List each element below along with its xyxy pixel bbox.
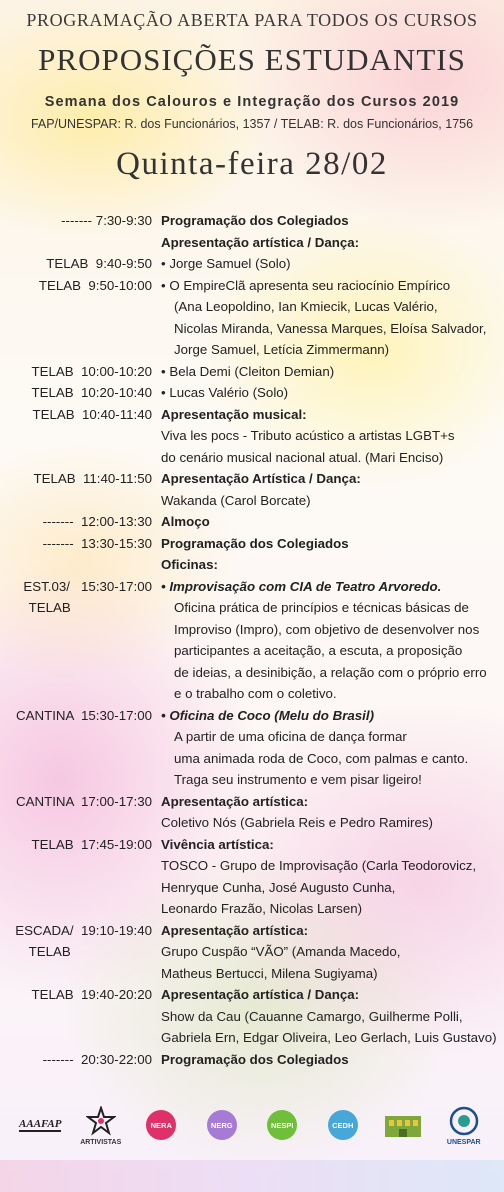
schedule-content <box>161 1049 491 1071</box>
schedule-content <box>161 404 491 469</box>
schedule-location-time: TELAB 9:50-10:00 <box>38 277 152 293</box>
schedule-entry <box>0 361 504 383</box>
schedule-content <box>161 533 491 576</box>
schedule-location-time: ------- 20:30-22:00 <box>42 1051 152 1067</box>
schedule-line: Apresentação musical: <box>161 406 307 422</box>
schedule-line: Show da Cau (Cauanne Camargo, Guilherme Polli, <box>161 1008 463 1024</box>
schedule-line: Vivência artística: <box>161 836 274 852</box>
schedule-line: • Improvisação com CIA de Teatro Arvoredo. <box>161 578 442 594</box>
schedule-entry <box>0 576 504 705</box>
logo-label: ARTIVISTAS <box>80 1138 122 1146</box>
schedule-line: Apresentação artística: <box>161 922 309 938</box>
schedule-line: • Oficina de Coco (Melu do Brasil) <box>161 707 374 723</box>
schedule-location-time: ------- 12:00-13:30 <box>42 514 152 529</box>
schedule-line: Almoço <box>161 514 210 529</box>
cedh-logo <box>315 1109 370 1141</box>
schedule-line: Grupo Cuspão “VÃO” (Amanda Macedo, <box>161 944 401 959</box>
schedule-line: • O EmpireClã apresenta seu raciocínio Empírico <box>161 277 451 293</box>
schedule-location-time: ESCADA/ 19:10-19:40 TELAB <box>15 922 152 959</box>
star-icon <box>86 1106 116 1136</box>
schedule-content <box>161 705 491 791</box>
nespi-logo <box>255 1109 310 1141</box>
schedule-line: • Lucas Valério (Solo) <box>161 385 289 400</box>
schedule-location-time: ------- 13:30-15:30 <box>42 535 152 551</box>
unespar-logo <box>436 1105 491 1146</box>
schedule-line: A partir de uma oficina de dança formar <box>174 729 407 744</box>
schedule-line: Apresentação Artística / Dança: <box>161 471 361 486</box>
schedule-location-time: TELAB 10:40-11:40 <box>32 406 152 422</box>
schedule-location-time: TELAB 10:00-10:20 <box>31 363 152 379</box>
fap-logo <box>376 1109 431 1141</box>
schedule-line: participantes a aceitação, a escuta, a proposição <box>174 643 463 658</box>
logo-label: UNESPAR <box>446 1138 481 1146</box>
schedule-location-time: TELAB 17:45-19:00 <box>31 836 152 852</box>
schedule-content <box>161 920 491 985</box>
schedule-location-time: CANTINA 15:30-17:00 <box>16 707 152 723</box>
schedule-content <box>161 576 491 705</box>
schedule-location-time: CANTINA 17:00-17:30 <box>16 793 152 809</box>
nespi-logo-circle: NESPI <box>267 1110 297 1140</box>
schedule-content <box>161 984 497 1049</box>
schedule-content <box>161 210 491 253</box>
building-icon <box>384 1112 422 1138</box>
schedule-entry <box>0 404 504 469</box>
schedule-entry <box>0 533 504 576</box>
schedule-entry <box>0 791 504 834</box>
header-address: FAP/UNESPAR: R. dos Funcionários, 1357 / TELAB: R. dos Funcionários, 1756 <box>30 117 474 131</box>
schedule-line: Apresentação artística / Dança: <box>161 987 360 1002</box>
schedule-line: Leonardo Frazão, Nicolas Larsen) <box>161 901 363 916</box>
schedule-entry <box>0 275 504 361</box>
schedule-entry <box>0 468 504 511</box>
header-day: Quinta-feira 28/02 <box>116 146 388 182</box>
schedule-entry <box>0 382 504 404</box>
nera-logo <box>134 1109 189 1141</box>
aaafap-logo <box>13 1109 68 1141</box>
schedule-line: e o trabalho com o coletivo. <box>174 686 337 701</box>
schedule-location-time: TELAB 10:20-10:40 <box>31 385 152 400</box>
schedule-location-time: TELAB 11:40-11:50 <box>33 471 152 486</box>
schedule-line: Gabriela Ern, Edgar Oliveira, Leo Gerlach, Luis Gustavo) <box>161 1030 497 1045</box>
schedule-line: Oficina prática de princípios e técnicas básicas de <box>174 600 469 615</box>
schedule-line: de ideias, a desinibição, a relação com o próprio erro <box>174 664 487 680</box>
nerg-logo <box>194 1109 249 1141</box>
schedule-entry <box>0 1049 504 1071</box>
schedule-line: • Bela Demi (Cleiton Demian) <box>161 363 335 379</box>
header-top: PROGRAMAÇÃO ABERTA PARA TODOS OS CURSOS <box>26 10 478 30</box>
schedule-entry <box>0 253 504 275</box>
schedule-entry <box>0 984 504 1049</box>
schedule-line: Wakanda (Carol Borcate) <box>161 492 311 508</box>
schedule-line: TOSCO - Grupo de Improvisação (Carla Teodorovicz, <box>161 858 477 873</box>
schedule-content <box>161 511 491 533</box>
schedule-entry <box>0 834 504 920</box>
aaafap-wordmark: AAAFAP <box>19 1118 62 1130</box>
schedule-content <box>161 253 491 275</box>
schedule-line: Improviso (Impro), com objetivo de desenvolver nos <box>174 621 480 637</box>
bottom-band <box>0 1160 504 1192</box>
schedule-entry <box>0 705 504 791</box>
unespar-emblem-icon <box>449 1106 479 1136</box>
schedule-location-time: TELAB 19:40-20:20 <box>31 987 152 1002</box>
schedule-location-time: TELAB 9:40-9:50 <box>46 256 152 271</box>
header-subtitle: Semana dos Calouros e Integração dos Cursos 2019 <box>44 94 460 110</box>
schedule-line: Matheus Bertucci, Milena Sugiyama) <box>161 965 378 981</box>
schedule-entry <box>0 511 504 533</box>
schedule-line: • Jorge Samuel (Solo) <box>161 256 291 271</box>
schedule-content <box>161 382 491 404</box>
schedule-line: Viva les pocs - Tributo acústico a artistas LGBT+s <box>161 428 455 443</box>
schedule-line: Apresentação artística / Dança: <box>161 234 360 250</box>
schedule-line: Coletivo Nós (Gabriela Reis e Pedro Ramires) <box>161 815 433 830</box>
schedule-line: Traga seu instrumento e vem pisar ligeiro! <box>174 772 422 787</box>
schedule-location-time: EST.03/ 15:30-17:00 TELAB <box>23 578 152 615</box>
schedule-location-time: ------- 7:30-9:30 <box>61 213 152 228</box>
schedule-line: Nicolas Miranda, Vanessa Marques, Eloísa Salvador, <box>174 320 487 336</box>
schedule-content <box>161 791 491 834</box>
schedule-content <box>161 275 491 361</box>
schedule-content <box>161 834 491 920</box>
header-title: PROPOSIÇÕES ESTUDANTIS <box>38 42 466 77</box>
nerg-logo-circle: NERG <box>207 1110 237 1140</box>
schedule-line: Programação dos Colegiados <box>161 535 349 551</box>
schedule-line: Henryque Cunha, José Augusto Cunha, <box>161 879 396 895</box>
schedule-line: do cenário musical nacional atual. (Mari Enciso) <box>161 449 444 465</box>
schedule-line: uma animada roda de Coco, com palmas e canto. <box>174 750 469 766</box>
partner-logos <box>0 1100 504 1150</box>
schedule-line: Programação dos Colegiados <box>161 1051 349 1067</box>
schedule-line: Jorge Samuel, Letícia Zimmermann) <box>174 342 390 357</box>
artivistas-logo <box>73 1105 128 1146</box>
cedh-logo-circle: CEDH <box>328 1110 358 1140</box>
schedule-line: Apresentação artística: <box>161 793 309 809</box>
schedule-content <box>161 468 491 511</box>
schedule-content <box>161 361 491 383</box>
schedule-line: Programação dos Colegiados <box>161 213 349 228</box>
schedule-line: Oficinas: <box>161 557 218 572</box>
schedule <box>0 210 504 1070</box>
schedule-entry <box>0 210 504 253</box>
schedule-entry <box>0 920 504 985</box>
schedule-line: (Ana Leopoldino, Ian Kmiecik, Lucas Valério, <box>174 299 438 314</box>
nera-logo-circle: NERA <box>146 1110 176 1140</box>
